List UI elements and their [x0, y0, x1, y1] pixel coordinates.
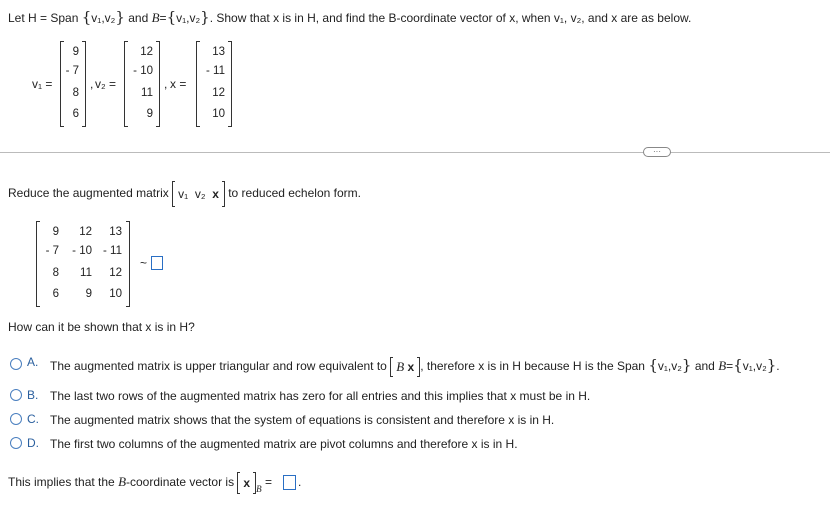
- v2-label: v₂ =: [95, 77, 116, 91]
- matrix-cell: 12: [109, 267, 122, 279]
- v1-entry: 6: [72, 108, 79, 120]
- left-brace: {: [81, 8, 92, 26]
- coordinate-vector-input[interactable]: [283, 475, 296, 490]
- matrix-cell: 9: [52, 226, 59, 238]
- v1-vector: [60, 42, 86, 126]
- option-c-radio[interactable]: [10, 413, 22, 425]
- more-button[interactable]: ···: [643, 147, 671, 157]
- comma: ,: [90, 77, 94, 91]
- v1-label: v₁ =: [32, 77, 53, 91]
- question-text: Let H = Span {v₁,v₂} and B={v₁,v₂}. Show that x is in H, and find the B-coordinate vector of x, when v₁, v₂, and x are as below.: [8, 8, 692, 26]
- matrix-cell: 8: [52, 267, 59, 279]
- x-label: x =: [170, 77, 187, 91]
- option-a-letter: A.: [27, 355, 39, 369]
- coordinate-bracket: x: [237, 473, 256, 493]
- matrix-cell: - 7: [45, 245, 59, 257]
- section-divider: [0, 152, 830, 153]
- reduce-instruction: Reduce the augmented matrix v₁ v₂ x to reduced echelon form.: [8, 182, 361, 206]
- option-a-text[interactable]: The augmented matrix is upper triangular and row equivalent to B x , therefore x is in H because H is the Span {v₁,v₂} and B={v₁,v₂}.: [50, 356, 780, 374]
- x-entry: 12: [212, 87, 225, 99]
- comma: ,: [164, 77, 168, 91]
- option-b-radio[interactable]: [10, 389, 22, 401]
- matrix-cell: - 11: [103, 245, 122, 257]
- option-d-letter: D.: [27, 436, 39, 450]
- row-equivalent-tilde: ~: [140, 256, 148, 270]
- v2-vector: [124, 42, 160, 126]
- matrix-cell: 6: [52, 288, 59, 300]
- option-d-radio[interactable]: [10, 437, 22, 449]
- matrix-cell: 13: [109, 226, 122, 238]
- how-question: How can it be shown that x is in H?: [8, 320, 195, 334]
- v2-entry: 9: [146, 108, 153, 120]
- right-brace: }: [115, 8, 125, 26]
- matrix-cell: 9: [85, 288, 92, 300]
- matrix-cell: 12: [79, 226, 92, 238]
- period: .: [298, 475, 302, 489]
- basis-set: v₁,v₂: [176, 11, 201, 25]
- x-entry: 10: [212, 108, 225, 120]
- subscript-b: B: [256, 484, 262, 495]
- v2-entry: 11: [141, 87, 153, 99]
- option-c-letter: C.: [27, 412, 39, 426]
- augmented-matrix: [36, 222, 130, 306]
- option-a-radio[interactable]: [10, 358, 22, 370]
- augmented-matrix-inline: v₁ v₂ x: [172, 182, 225, 206]
- x-entry: 13: [212, 46, 225, 58]
- v1-entry: 8: [72, 87, 79, 99]
- matrix-cell: 10: [109, 288, 122, 300]
- v2-entry: 12: [140, 46, 153, 58]
- option-d-text[interactable]: The first two columns of the augmented matrix are pivot columns and therefore x is in H.: [50, 437, 518, 451]
- option-c-text[interactable]: The augmented matrix shows that the system of equations is consistent and therefore x is in H.: [50, 413, 555, 427]
- v1-entry: - 7: [65, 65, 79, 77]
- v1-entry: 9: [72, 46, 79, 58]
- x-entry: - 11: [206, 65, 225, 77]
- matrix-cell: - 10: [72, 245, 92, 257]
- matrix-cell: 11: [80, 267, 92, 279]
- reduced-matrix-input[interactable]: [151, 256, 163, 270]
- span-set: v₁,v₂: [91, 11, 116, 25]
- b-x-bracket: B x: [390, 358, 420, 376]
- option-b-letter: B.: [27, 388, 39, 402]
- conclusion-text: This implies that the B-coordinate vector is x $_B$ =: [8, 474, 272, 495]
- option-b-text[interactable]: The last two rows of the augmented matrix has zero for all entries and this implies that x must be in H.: [50, 389, 591, 403]
- x-vector: [196, 42, 232, 126]
- v2-entry: - 10: [133, 65, 153, 77]
